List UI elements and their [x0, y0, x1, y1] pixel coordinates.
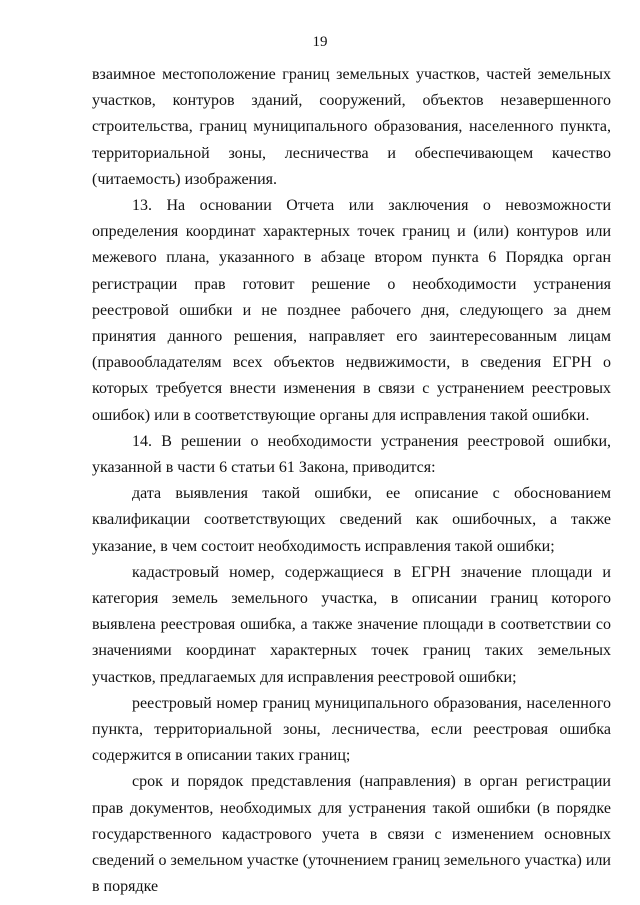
paragraph-item-14: 14. В решении о необходимости устранения реестровой ошибки, указанной в части 6 статьи 61 Закона, приводится:: [92, 432, 611, 477]
paragraph-registry-number: реестровый номер границ муниципального образования, населенного пункта, территориальной зоны, лесничества, если реестровая ошибка содержится в описании таких границ;: [92, 694, 611, 765]
paragraph-continuation: взаимное местоположение границ земельных участков, частей земельных участков, контуров зданий, сооружений, объектов незавершенного строительства, границ муниципального образования, населенного пункта, территориальной зоны, лесничества и обеспечивающем качество (читаемость) изображения.: [92, 66, 611, 188]
paragraph-submission-terms: срок и порядок представления (направления) в орган регистрации прав документов, необходимых для устранения такой ошибки (в порядке государственного кадастрового учета в связи с изменением основных сведений о земельном участке (уточнением границ земельного участка) или в порядке: [92, 773, 611, 896]
paragraph-cadastral-number: кадастровый номер, содержащиеся в ЕГРН значение площади и категория земель земельного участка, в описании границ которого выявлена реестровая ошибка, а также значение площади в соответствии со значениями координат характерных точек границ таких земельных участков, предлагаемых для исправления реестровой ошибки;: [92, 563, 611, 686]
document-body: [92, 62, 611, 901]
paragraph-item-13: 13. На основании Отчета или заключения о невозможности определения координат характерных точек границ и (или) контуров или межевого плана, указанного в абзаце втором пункта 6 Порядка орган регистрации прав готовит решение о необходимости устранения реестровой ошибки и не позднее рабочего дня, следующего за днем принятия данного решения, направляет его заинтересованным лицам (правообладателям всех объектов недвижимости, в сведения ЕГРН о которых требуется внести изменения в связи с устранением реестровых ошибок) или в соответствующие органы для исправления такой ошибки.: [92, 197, 611, 424]
page-number: 19: [312, 34, 328, 50]
paragraph-error-date: дата выявления такой ошибки, ее описание с обоснованием квалификации соответствующих сведений как ошибочных, а также указание, в чем состоит необходимость исправления такой ошибки;: [92, 485, 611, 555]
